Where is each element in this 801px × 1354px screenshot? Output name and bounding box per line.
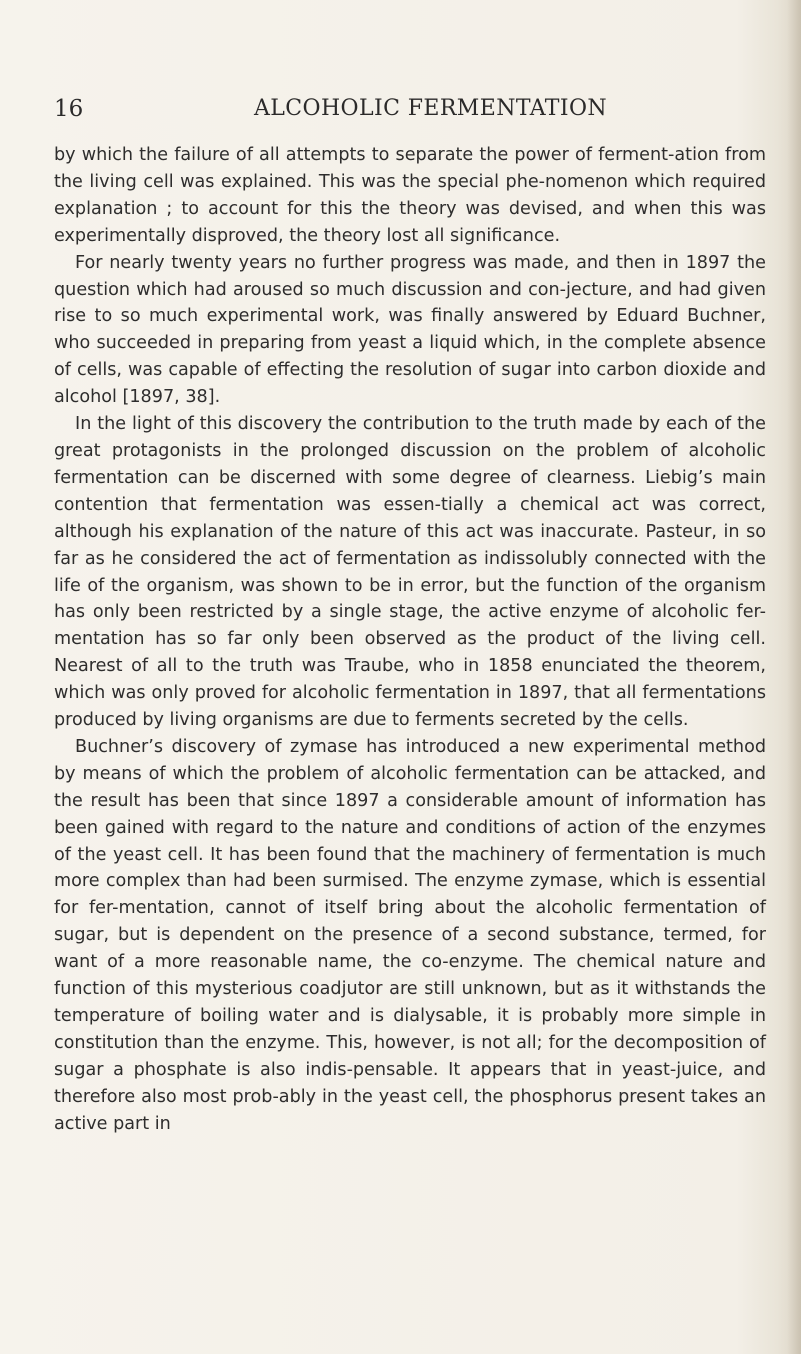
running-head: ALCOHOLIC FERMENTATION [254,96,608,121]
paragraph-4: Buchner’s discovery of zymase has introduced a new experimental method by means of which the problem of alcoholic fermentation can be attacked, and the result has been that since 1897 a considerable amount of information has been gained with regard to the nature and conditions of action of the enzymes of the yeast cell. It has been found that the machinery of fermentation is much more complex than had been surmised. The enzyme zymase, which is essential for fer-mentation, cannot of itself bring about the alcoholic fermentation of sugar, but is dependent on the presence of a second substance, termed, for want of a more reasonable name, the co-enzyme. The chemical nature and function of this mysterious coadjutor are still unknown, but as it withstands the temperature of boiling water and is dialysable, it is probably more simple in constitution than the enzyme. This, however, is not all; for the decomposition of sugar a phosphate is also indis-pensable. It appears that in yeast-juice, and therefore also most prob-ably in the yeast cell, the phosphorus present takes an active part in [54,736,766,1134]
page-edge-shadow [787,0,801,1354]
paragraph-3: In the light of this discovery the contribution to the truth made by each of the great protagonists in the prolonged discussion on the problem of alcoholic fermentation can be discerned with some degree of clearness. Liebig’s main contention that fermentation was essen-tially a chemical act was correct, although his explanation of the nature of this act was inaccurate. Pasteur, in so far as he considered the act of fermentation as indissolubly connected with the life of the organism, was shown to be in error, but the function of the organism has only been restricted by a single stage, the active enzyme of alcoholic fer-mentation has so far only been observed as the product of the living cell. Nearest of all to the truth was Traube, who in 1858 enunciated the theorem, which was only proved for alcoholic fermentation in 1897, that all fermentations produced by living organisms are due to ferments secreted by the cells. [54,414,766,731]
paragraph-2: For nearly twenty years no further progress was made, and then in 1897 the question which had aroused so much discussion and con-jecture, and had given rise to so much experimental work, was finally answered by Eduard Buchner, who succeeded in preparing from yeast a liquid which, in the complete absence of cells, was capable of effecting the resolution of sugar into carbon dioxide and alcohol [1897, 38]. [54,252,766,408]
body-text [54,142,766,1138]
page-number: 16 [54,96,84,122]
page-header [54,96,754,136]
paragraph-1: by which the failure of all attempts to separate the power of ferment-ation from the living cell was explained. This was the special phe-nomenon which required explanation ; to account for this the theory was devised, and when this was experimentally disproved, the theory lost all significance. [54,145,766,246]
